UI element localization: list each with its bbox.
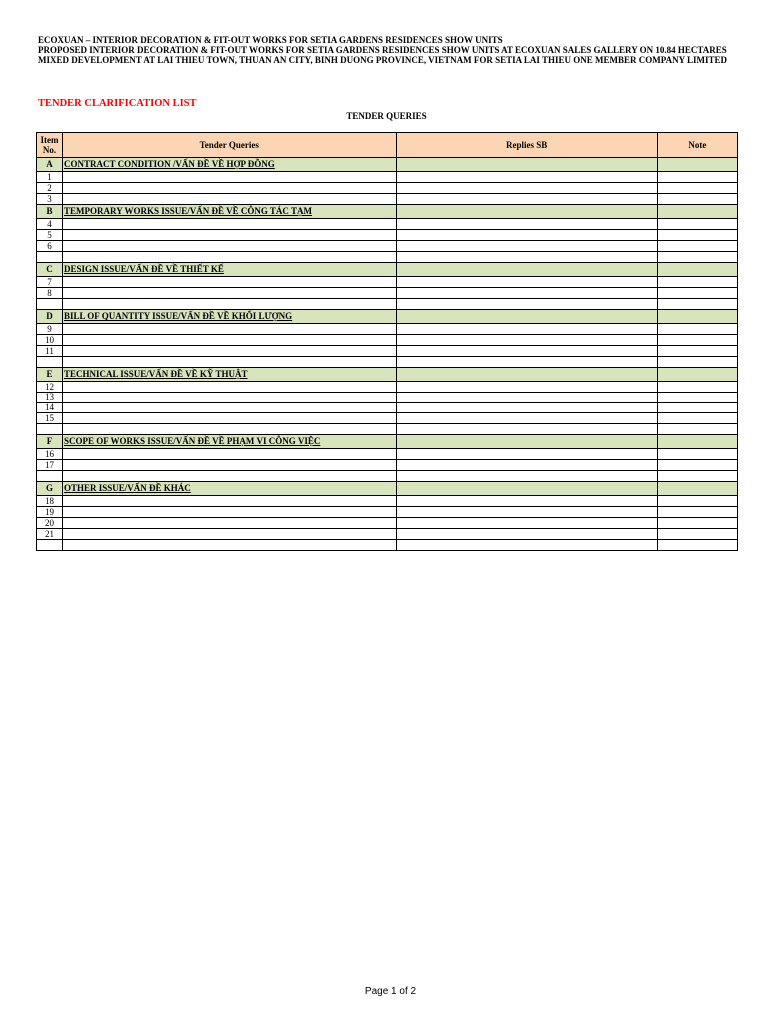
query-cell[interactable]: [63, 403, 396, 413]
reply-cell[interactable]: [396, 449, 657, 460]
blank-cell: [63, 357, 396, 368]
blank-row: [37, 357, 738, 368]
table-row: [37, 449, 738, 460]
blank-cell: [37, 471, 63, 482]
item-number: 14: [37, 403, 63, 413]
blank-cell: [657, 357, 737, 368]
reply-cell[interactable]: [396, 413, 657, 424]
item-number: 6: [37, 241, 63, 252]
query-cell[interactable]: [63, 413, 396, 424]
note-cell[interactable]: [657, 460, 737, 471]
section-row: [37, 158, 738, 172]
note-cell[interactable]: [657, 335, 737, 346]
note-cell[interactable]: [657, 529, 737, 540]
query-cell[interactable]: [63, 230, 396, 241]
section-replies-cell[interactable]: [396, 205, 657, 219]
query-cell[interactable]: [63, 183, 396, 194]
reply-cell[interactable]: [396, 230, 657, 241]
column-header-note: Note: [657, 133, 737, 158]
query-cell[interactable]: [63, 449, 396, 460]
section-code: B: [37, 205, 63, 219]
blank-cell: [37, 540, 63, 551]
section-note-cell[interactable]: [657, 435, 737, 449]
blank-cell: [657, 299, 737, 310]
item-number: 4: [37, 219, 63, 230]
section-note-cell[interactable]: [657, 205, 737, 219]
section-code: D: [37, 310, 63, 324]
query-cell[interactable]: [63, 529, 396, 540]
header-line-1: ECOXUAN – INTERIOR DECORATION & FIT-OUT WORKS FOR SETIA GARDENS RESIDENCES SHOW UNITS: [38, 35, 503, 45]
table-row: [37, 230, 738, 241]
reply-cell[interactable]: [396, 194, 657, 205]
item-number: 21: [37, 529, 63, 540]
table-row: [37, 219, 738, 230]
query-cell[interactable]: [63, 496, 396, 507]
table-row: [37, 382, 738, 393]
blank-cell: [657, 424, 737, 435]
column-header-replies: Replies SB: [396, 133, 657, 158]
section-row: [37, 205, 738, 219]
table-row: [37, 460, 738, 471]
note-cell[interactable]: [657, 172, 737, 183]
blank-cell: [37, 252, 63, 263]
section-title: SCOPE OF WORKS ISSUE/VẤN ĐỀ VỀ PHẠM VI CÔNG VIỆC: [63, 435, 396, 449]
table-row: [37, 288, 738, 299]
blank-cell: [657, 540, 737, 551]
note-cell[interactable]: [657, 393, 737, 403]
section-replies-cell[interactable]: [396, 435, 657, 449]
section-replies-cell[interactable]: [396, 310, 657, 324]
reply-cell[interactable]: [396, 346, 657, 357]
section-code: E: [37, 368, 63, 382]
query-cell[interactable]: [63, 324, 396, 335]
section-code: F: [37, 435, 63, 449]
note-cell[interactable]: [657, 403, 737, 413]
section-replies-cell[interactable]: [396, 482, 657, 496]
blank-cell: [63, 299, 396, 310]
query-cell[interactable]: [63, 507, 396, 518]
reply-cell[interactable]: [396, 496, 657, 507]
reply-cell[interactable]: [396, 219, 657, 230]
note-cell[interactable]: [657, 241, 737, 252]
table-row: [37, 496, 738, 507]
item-number: 7: [37, 277, 63, 288]
table-row: [37, 518, 738, 529]
item-number: 18: [37, 496, 63, 507]
query-cell[interactable]: [63, 241, 396, 252]
reply-cell[interactable]: [396, 183, 657, 194]
column-header-tender-queries: Tender Queries: [63, 133, 396, 158]
tender-queries-title: TENDER QUERIES: [346, 111, 427, 121]
blank-cell: [396, 424, 657, 435]
note-cell[interactable]: [657, 194, 737, 205]
section-title: DESIGN ISSUE/VẤN ĐỀ VỀ THIẾT KẾ: [63, 263, 396, 277]
blank-cell: [37, 424, 63, 435]
table-row: [37, 183, 738, 194]
query-cell[interactable]: [63, 346, 396, 357]
table-row: [37, 346, 738, 357]
table-row: [37, 335, 738, 346]
section-note-cell[interactable]: [657, 158, 737, 172]
item-number: 1: [37, 172, 63, 183]
item-number: 13: [37, 393, 63, 403]
section-code: G: [37, 482, 63, 496]
blank-cell: [37, 299, 63, 310]
query-cell[interactable]: [63, 382, 396, 393]
table-header-row: [37, 133, 738, 158]
blank-cell: [396, 357, 657, 368]
section-row: [37, 368, 738, 382]
blank-cell: [657, 252, 737, 263]
blank-row: [37, 424, 738, 435]
table-body: [37, 158, 738, 551]
table-row: [37, 172, 738, 183]
section-note-cell[interactable]: [657, 310, 737, 324]
query-cell[interactable]: [63, 277, 396, 288]
blank-cell: [657, 471, 737, 482]
item-number: 19: [37, 507, 63, 518]
blank-row: [37, 252, 738, 263]
table-row: [37, 529, 738, 540]
tender-clarification-title: TENDER CLARIFICATION LIST: [38, 98, 197, 109]
section-replies-cell[interactable]: [396, 263, 657, 277]
section-note-cell[interactable]: [657, 482, 737, 496]
query-cell[interactable]: [63, 219, 396, 230]
section-replies-cell[interactable]: [396, 368, 657, 382]
note-cell[interactable]: [657, 183, 737, 194]
blank-cell: [396, 252, 657, 263]
query-cell[interactable]: [63, 335, 396, 346]
query-cell[interactable]: [63, 460, 396, 471]
section-code: C: [37, 263, 63, 277]
section-title: OTHER ISSUE/VẤN ĐỀ KHÁC: [63, 482, 396, 496]
section-note-cell[interactable]: [657, 263, 737, 277]
reply-cell[interactable]: [396, 518, 657, 529]
item-number: 8: [37, 288, 63, 299]
section-title: TEMPORARY WORKS ISSUE/VẤN ĐỀ VỀ CÔNG TÁC TẠM: [63, 205, 396, 219]
section-title: CONTRACT CONDITION /VẤN ĐỀ VỀ HỢP ĐỒNG: [63, 158, 396, 172]
reply-cell[interactable]: [396, 403, 657, 413]
table-row: [37, 194, 738, 205]
query-cell[interactable]: [63, 393, 396, 403]
reply-cell[interactable]: [396, 324, 657, 335]
query-cell[interactable]: [63, 194, 396, 205]
note-cell[interactable]: [657, 219, 737, 230]
reply-cell[interactable]: [396, 241, 657, 252]
section-row: [37, 310, 738, 324]
reply-cell[interactable]: [396, 172, 657, 183]
item-number: 20: [37, 518, 63, 529]
item-number: 10: [37, 335, 63, 346]
section-row: [37, 263, 738, 277]
blank-row: [37, 540, 738, 551]
item-number: 16: [37, 449, 63, 460]
document-header: [38, 35, 728, 65]
table-row: [37, 413, 738, 424]
note-cell[interactable]: [657, 518, 737, 529]
reply-cell[interactable]: [396, 335, 657, 346]
reply-cell[interactable]: [396, 507, 657, 518]
item-number: 12: [37, 382, 63, 393]
item-number: 17: [37, 460, 63, 471]
reply-cell[interactable]: [396, 277, 657, 288]
table-row: [37, 403, 738, 413]
section-code: A: [37, 158, 63, 172]
reply-cell[interactable]: [396, 529, 657, 540]
query-cell[interactable]: [63, 518, 396, 529]
reply-cell[interactable]: [396, 460, 657, 471]
item-number: 9: [37, 324, 63, 335]
table-row: [37, 324, 738, 335]
note-cell[interactable]: [657, 449, 737, 460]
blank-row: [37, 471, 738, 482]
blank-cell: [63, 252, 396, 263]
header-line-2: PROPOSED INTERIOR DECORATION & FIT-OUT WORKS FOR SETIA GARDENS RESIDENCES SHOW UNITS AT ECOXUAN SALES GALLERY ON 10.84 HECTARES MIXED DEVELOPMENT AT LAI THIEU TOWN, THUAN AN CITY, BINH DUONG PROVINCE, VIETNAM FOR SETIA LAI THIEU ONE MEMBER COMPANY LIMITED: [38, 45, 728, 65]
note-cell[interactable]: [657, 507, 737, 518]
table-row: [37, 507, 738, 518]
note-cell[interactable]: [657, 346, 737, 357]
section-row: [37, 435, 738, 449]
item-number: 2: [37, 183, 63, 194]
item-number: 11: [37, 346, 63, 357]
blank-cell: [63, 540, 396, 551]
note-cell[interactable]: [657, 277, 737, 288]
blank-cell: [63, 471, 396, 482]
section-note-cell[interactable]: [657, 368, 737, 382]
section-title: TECHNICAL ISSUE/VẤN ĐỀ VỀ KỸ THUẬT: [63, 368, 396, 382]
item-number: 5: [37, 230, 63, 241]
blank-cell: [37, 357, 63, 368]
note-cell[interactable]: [657, 413, 737, 424]
section-title: BILL OF QUANTITY ISSUE/VẤN ĐỀ VỀ KHỐI LƯỢNG: [63, 310, 396, 324]
table-row: [37, 241, 738, 252]
column-header-item-no: Item No.: [37, 133, 63, 158]
table-row: [37, 277, 738, 288]
note-cell[interactable]: [657, 382, 737, 393]
table-row: [37, 393, 738, 403]
blank-cell: [396, 540, 657, 551]
blank-cell: [396, 471, 657, 482]
note-cell[interactable]: [657, 288, 737, 299]
page-footer: Page 1 of 2: [364, 986, 417, 997]
section-row: [37, 482, 738, 496]
item-number: 3: [37, 194, 63, 205]
tender-clarification-table: [36, 132, 738, 551]
blank-cell: [63, 424, 396, 435]
reply-cell[interactable]: [396, 382, 657, 393]
note-cell[interactable]: [657, 496, 737, 507]
blank-cell: [396, 299, 657, 310]
reply-cell[interactable]: [396, 393, 657, 403]
blank-row: [37, 299, 738, 310]
section-replies-cell[interactable]: [396, 158, 657, 172]
query-cell[interactable]: [63, 288, 396, 299]
item-number: 15: [37, 413, 63, 424]
note-cell[interactable]: [657, 324, 737, 335]
note-cell[interactable]: [657, 230, 737, 241]
reply-cell[interactable]: [396, 288, 657, 299]
query-cell[interactable]: [63, 172, 396, 183]
